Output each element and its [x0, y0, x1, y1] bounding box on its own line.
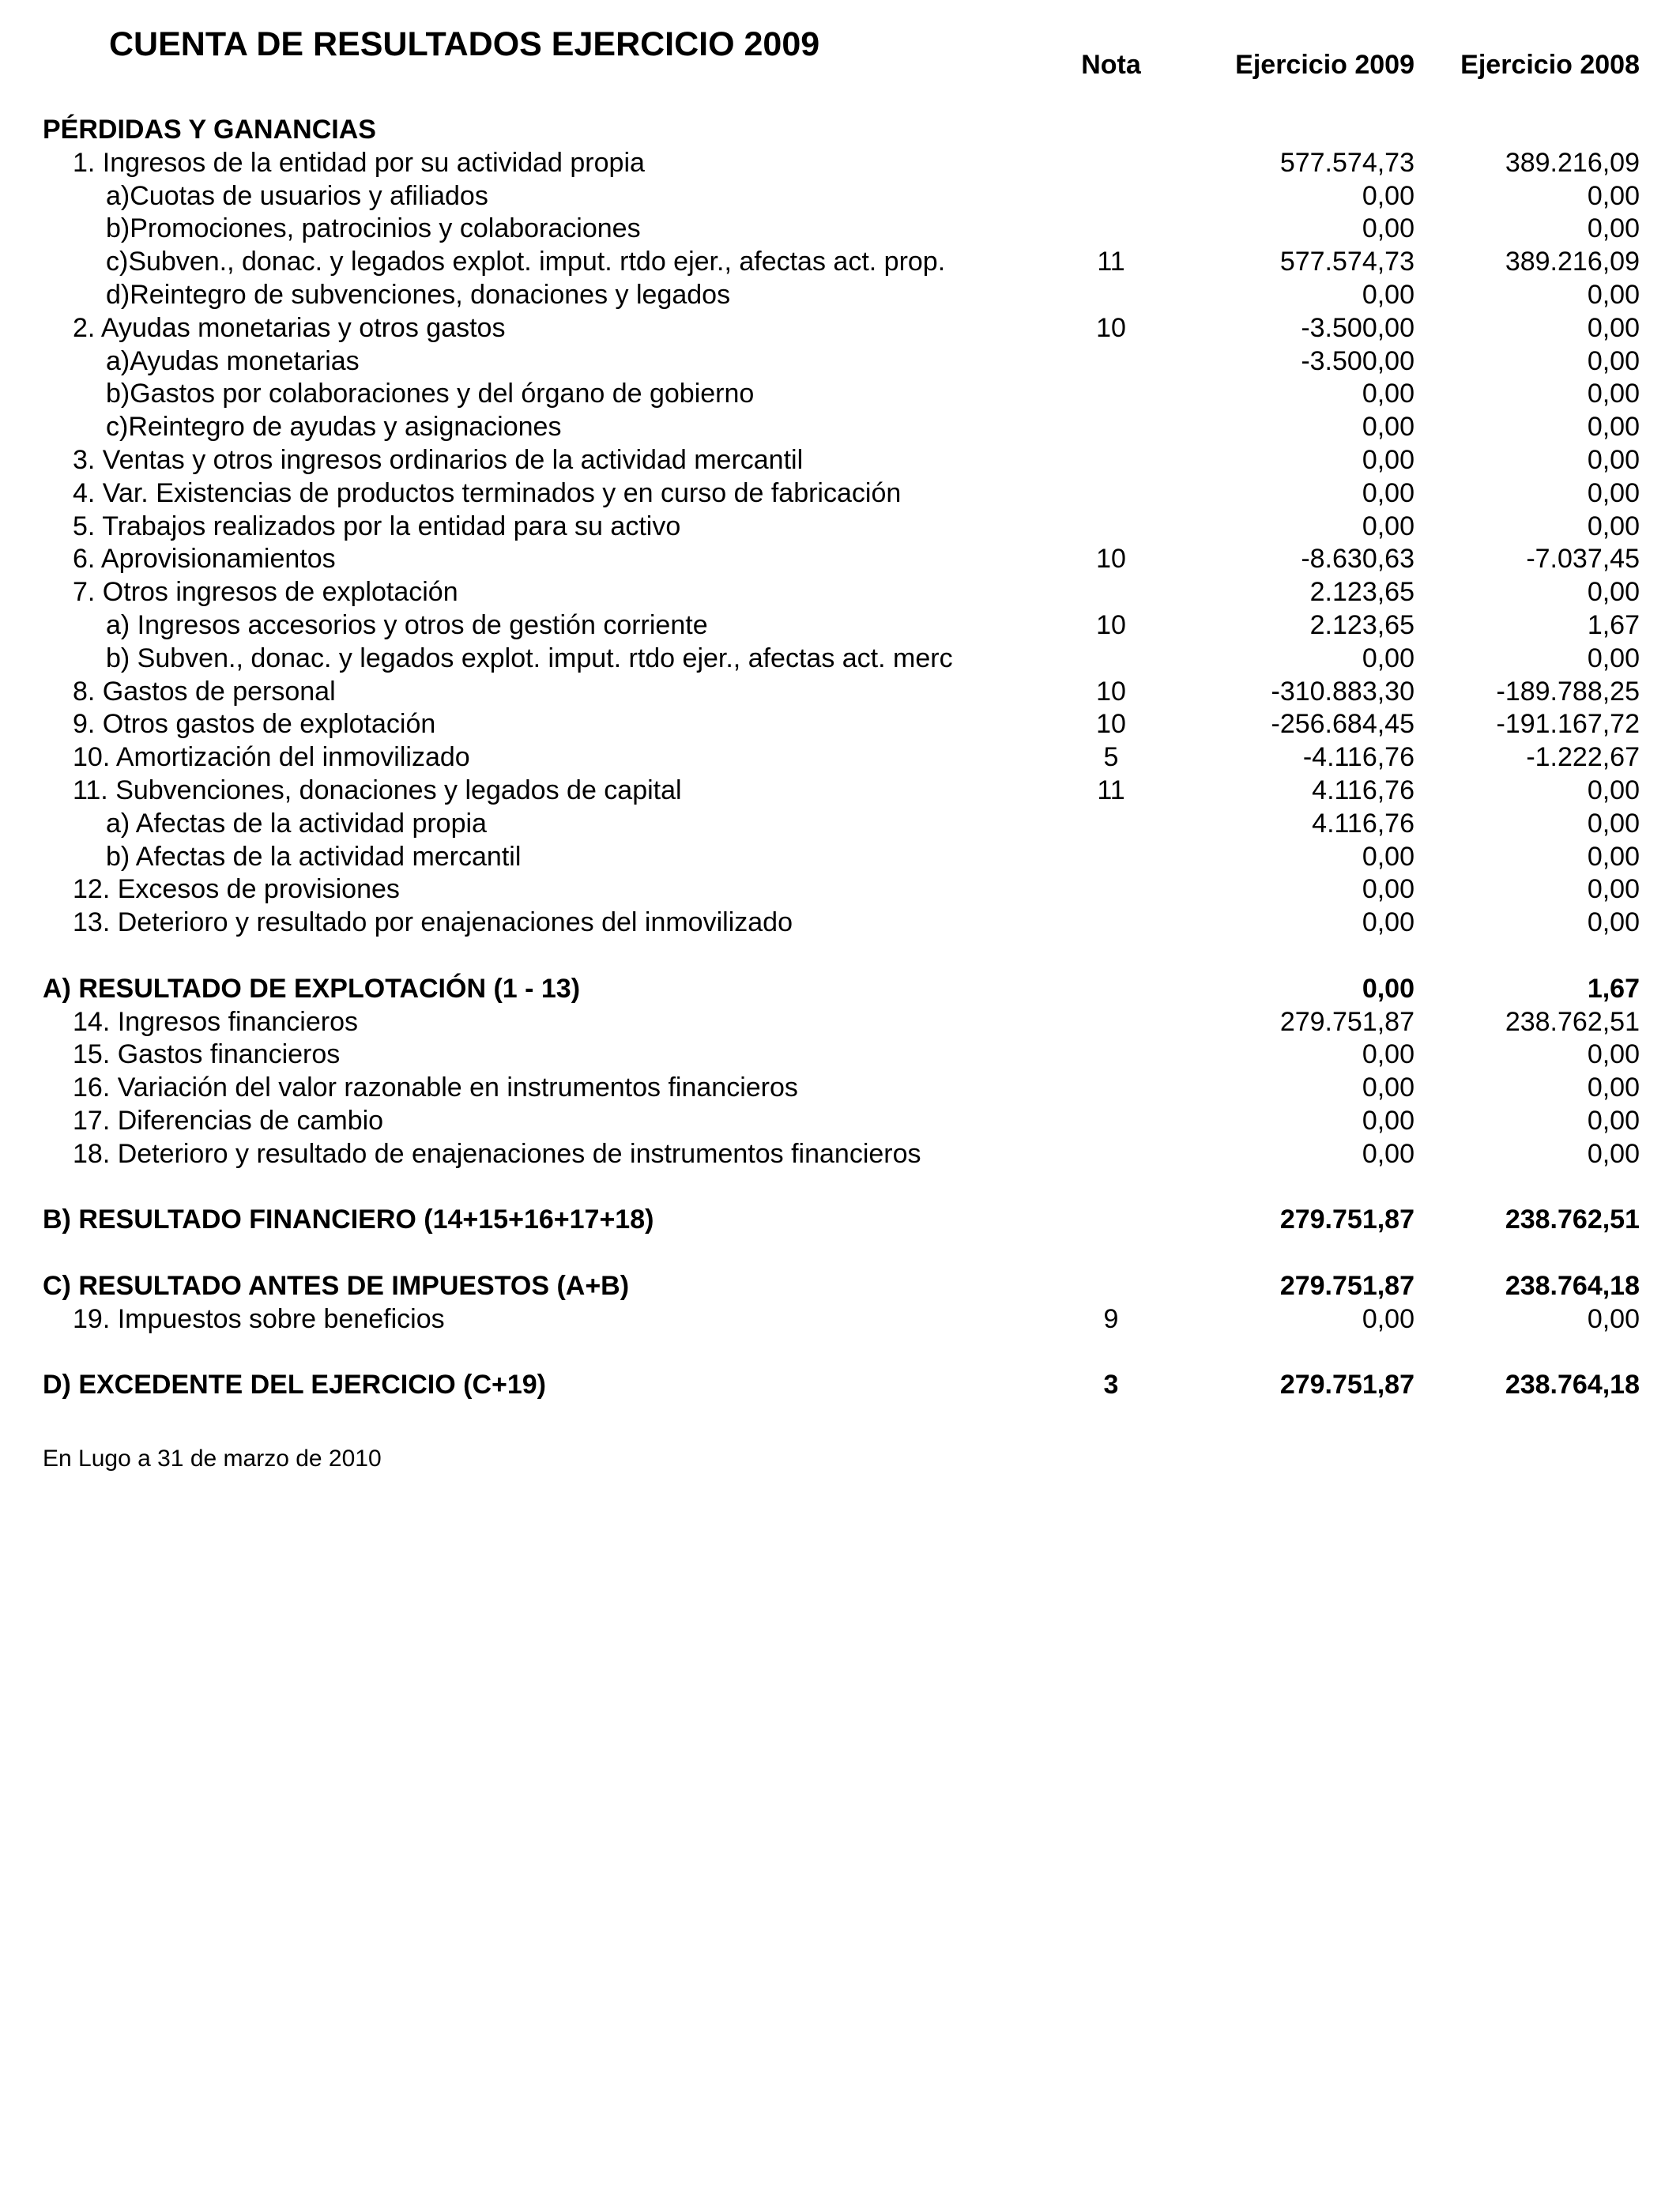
- row-value-2009: 2.123,65: [1309, 577, 1414, 608]
- row-value-2009: -256.684,45: [1271, 709, 1414, 740]
- row-value-2009: 577.574,73: [1279, 147, 1414, 178]
- table-row: [0, 841, 1680, 874]
- row-value-2008: 0,00: [1587, 477, 1640, 508]
- page-title: CUENTA DE RESULTADOS EJERCICIO 2009: [109, 25, 820, 63]
- row-label: c)Subven., donac. y legados explot. imput. rtdo ejer., afectas act. prop.: [106, 247, 946, 277]
- row-value-2009: 0,00: [1362, 477, 1414, 508]
- row-value-2008: 0,00: [1587, 180, 1640, 211]
- row-value-2008: 0,00: [1587, 775, 1640, 805]
- spacer-row: [0, 1171, 1680, 1204]
- row-nota: 3: [1103, 1370, 1119, 1400]
- row-value-2009: 0,00: [1362, 412, 1414, 443]
- row-value-2009: -3.500,00: [1301, 345, 1414, 376]
- table-row: [0, 147, 1680, 180]
- table-row: [0, 708, 1680, 741]
- row-label: 8. Gastos de personal: [73, 676, 336, 707]
- table-row: [0, 1303, 1680, 1336]
- row-label: 7. Otros ingresos de explotación: [73, 577, 458, 608]
- row-nota: 9: [1103, 1303, 1119, 1334]
- row-label: D) EXCEDENTE DEL EJERCICIO (C+19): [43, 1370, 547, 1400]
- row-nota: 11: [1097, 775, 1125, 805]
- row-nota: 10: [1096, 312, 1126, 343]
- table-row: [0, 312, 1680, 345]
- table-row: [0, 1138, 1680, 1171]
- row-label: 2. Ayudas monetarias y otros gastos: [73, 312, 506, 343]
- row-value-2008: 0,00: [1587, 907, 1640, 938]
- table-row: [0, 576, 1680, 609]
- row-nota: 10: [1096, 609, 1126, 640]
- row-label: 6. Aprovisionamientos: [73, 544, 336, 575]
- row-value-2008: 0,00: [1587, 841, 1640, 872]
- table-row: [0, 213, 1680, 246]
- row-value-2008: 0,00: [1587, 345, 1640, 376]
- row-nota: 5: [1103, 742, 1119, 773]
- row-value-2008: 238.764,18: [1505, 1370, 1640, 1400]
- row-value-2009: 279.751,87: [1279, 1370, 1414, 1400]
- row-label: B) RESULTADO FINANCIERO (14+15+16+17+18): [43, 1204, 654, 1235]
- row-label: b)Promociones, patrocinios y colaboraciones: [106, 213, 641, 244]
- row-value-2009: 0,00: [1362, 973, 1414, 1004]
- row-label: b) Subven., donac. y legados explot. imput. rtdo ejer., afectas act. merc: [106, 643, 953, 673]
- table-row: [0, 279, 1680, 312]
- row-label: 3. Ventas y otros ingresos ordinarios de la actividad mercantil: [73, 444, 804, 475]
- column-header-ejercicio-2008: Ejercicio 2008: [1460, 50, 1640, 80]
- table-row: [0, 444, 1680, 477]
- table-row: [0, 180, 1680, 213]
- row-value-2008: 389.216,09: [1505, 147, 1640, 178]
- row-value-2009: 0,00: [1362, 279, 1414, 310]
- row-label: 11. Subvenciones, donaciones y legados de capital: [73, 775, 682, 805]
- table-row: [0, 1105, 1680, 1138]
- table-row: [0, 345, 1680, 379]
- row-value-2008: -1.222,67: [1526, 742, 1640, 773]
- row-label: a) Afectas de la actividad propia: [106, 808, 487, 839]
- total-row: [0, 1204, 1680, 1237]
- row-label: 13. Deterioro y resultado por enajenaciones del inmovilizado: [73, 907, 793, 938]
- row-label: 14. Ingresos financieros: [73, 1006, 358, 1037]
- row-value-2008: 0,00: [1587, 213, 1640, 244]
- results-table: [0, 114, 1680, 1402]
- row-value-2009: 279.751,87: [1279, 1204, 1414, 1235]
- row-value-2008: 0,00: [1587, 1072, 1640, 1103]
- row-label: a)Cuotas de usuarios y afiliados: [106, 180, 488, 211]
- table-row: [0, 378, 1680, 411]
- table-row: [0, 411, 1680, 444]
- section-heading-row: [0, 114, 1680, 147]
- column-header-ejercicio-2009: Ejercicio 2009: [1235, 50, 1414, 80]
- row-value-2008: 0,00: [1587, 312, 1640, 343]
- row-value-2008: -189.788,25: [1496, 676, 1640, 707]
- row-value-2009: 577.574,73: [1279, 247, 1414, 277]
- row-value-2009: -4.116,76: [1302, 742, 1414, 773]
- total-row: [0, 973, 1680, 1006]
- row-value-2008: 0,00: [1587, 577, 1640, 608]
- row-label: 5. Trabajos realizados por la entidad para su activo: [73, 511, 681, 541]
- row-value-2008: 1,67: [1587, 973, 1640, 1004]
- row-label: 4. Var. Existencias de productos terminados y en curso de fabricación: [73, 477, 902, 508]
- place-date-note: En Lugo a 31 de marzo de 2010: [43, 1446, 382, 1472]
- row-value-2009: 0,00: [1362, 511, 1414, 541]
- row-label: a)Ayudas monetarias: [106, 345, 360, 376]
- table-row: [0, 1072, 1680, 1105]
- row-label: 18. Deterioro y resultado de enajenaciones de instrumentos financieros: [73, 1138, 921, 1169]
- row-value-2009: 0,00: [1362, 841, 1414, 872]
- table-row: [0, 775, 1680, 808]
- row-value-2008: 0,00: [1587, 643, 1640, 673]
- row-label: 19. Impuestos sobre beneficios: [73, 1303, 445, 1334]
- row-label: PÉRDIDAS Y GANANCIAS: [43, 115, 376, 145]
- table-row: [0, 477, 1680, 511]
- row-value-2009: 0,00: [1362, 907, 1414, 938]
- row-value-2009: 0,00: [1362, 1039, 1414, 1070]
- row-label: 1. Ingresos de la entidad por su actividad propia: [73, 147, 645, 178]
- row-label: 17. Diferencias de cambio: [73, 1105, 384, 1136]
- row-value-2009: 0,00: [1362, 1303, 1414, 1334]
- row-nota: 10: [1096, 676, 1126, 707]
- row-label: 10. Amortización del inmovilizado: [73, 742, 470, 773]
- row-value-2009: 2.123,65: [1309, 609, 1414, 640]
- row-value-2009: 0,00: [1362, 874, 1414, 905]
- row-label: d)Reintegro de subvenciones, donaciones y legados: [106, 279, 731, 310]
- row-label: C) RESULTADO ANTES DE IMPUESTOS (A+B): [43, 1270, 630, 1301]
- spacer-row: [0, 1336, 1680, 1369]
- row-value-2009: 0,00: [1362, 1105, 1414, 1136]
- table-row: [0, 873, 1680, 907]
- row-value-2009: 0,00: [1362, 643, 1414, 673]
- row-value-2008: 1,67: [1587, 609, 1640, 640]
- table-row: [0, 1006, 1680, 1039]
- row-value-2008: 0,00: [1587, 874, 1640, 905]
- row-nota: 11: [1097, 247, 1125, 277]
- row-label: a) Ingresos accesorios y otros de gestión corriente: [106, 609, 708, 640]
- row-value-2008: 0,00: [1587, 412, 1640, 443]
- table-row: [0, 1039, 1680, 1072]
- table-row: [0, 808, 1680, 841]
- row-value-2008: 0,00: [1587, 808, 1640, 839]
- row-value-2008: 389.216,09: [1505, 247, 1640, 277]
- table-row: [0, 741, 1680, 775]
- row-label: 9. Otros gastos de explotación: [73, 709, 436, 740]
- row-value-2008: 0,00: [1587, 1138, 1640, 1169]
- spacer-row: [0, 940, 1680, 973]
- table-row: [0, 676, 1680, 709]
- row-label: c)Reintegro de ayudas y asignaciones: [106, 412, 562, 443]
- row-value-2009: 0,00: [1362, 180, 1414, 211]
- spacer-row: [0, 1237, 1680, 1270]
- table-row: [0, 246, 1680, 279]
- row-value-2008: 0,00: [1587, 1039, 1640, 1070]
- row-label: A) RESULTADO DE EXPLOTACIÓN (1 - 13): [43, 973, 581, 1004]
- row-value-2009: 0,00: [1362, 1138, 1414, 1169]
- row-value-2009: 4.116,76: [1312, 808, 1414, 839]
- row-label: 12. Excesos de provisiones: [73, 874, 400, 905]
- row-nota: 10: [1096, 709, 1126, 740]
- row-value-2009: 0,00: [1362, 213, 1414, 244]
- row-value-2009: 279.751,87: [1279, 1006, 1414, 1037]
- total-row: [0, 1369, 1680, 1402]
- row-value-2008: 0,00: [1587, 511, 1640, 541]
- row-value-2009: 0,00: [1362, 1072, 1414, 1103]
- row-label: 16. Variación del valor razonable en instrumentos financieros: [73, 1072, 798, 1103]
- row-nota: 10: [1096, 544, 1126, 575]
- table-row: [0, 643, 1680, 676]
- row-value-2008: -7.037,45: [1526, 544, 1640, 575]
- table-row: [0, 609, 1680, 643]
- row-value-2008: 238.764,18: [1505, 1270, 1640, 1301]
- row-value-2008: 238.762,51: [1505, 1006, 1640, 1037]
- row-value-2008: 0,00: [1587, 1303, 1640, 1334]
- row-value-2009: -8.630,63: [1301, 544, 1414, 575]
- total-row: [0, 1270, 1680, 1303]
- row-value-2009: -3.500,00: [1301, 312, 1414, 343]
- table-row: [0, 511, 1680, 544]
- row-value-2008: 0,00: [1587, 1105, 1640, 1136]
- row-label: b)Gastos por colaboraciones y del órgano de gobierno: [106, 379, 755, 409]
- table-row: [0, 907, 1680, 940]
- row-value-2008: 0,00: [1587, 279, 1640, 310]
- row-value-2008: 238.762,51: [1505, 1204, 1640, 1235]
- row-value-2008: 0,00: [1587, 379, 1640, 409]
- row-label: 15. Gastos financieros: [73, 1039, 341, 1070]
- row-value-2009: 0,00: [1362, 444, 1414, 475]
- row-value-2008: 0,00: [1587, 444, 1640, 475]
- row-value-2009: 279.751,87: [1279, 1270, 1414, 1301]
- column-header-nota: Nota: [1081, 50, 1141, 80]
- row-value-2009: 4.116,76: [1312, 775, 1414, 805]
- row-value-2008: -191.167,72: [1496, 709, 1640, 740]
- row-label: b) Afectas de la actividad mercantil: [106, 841, 522, 872]
- table-row: [0, 543, 1680, 576]
- row-value-2009: 0,00: [1362, 379, 1414, 409]
- row-value-2009: -310.883,30: [1271, 676, 1414, 707]
